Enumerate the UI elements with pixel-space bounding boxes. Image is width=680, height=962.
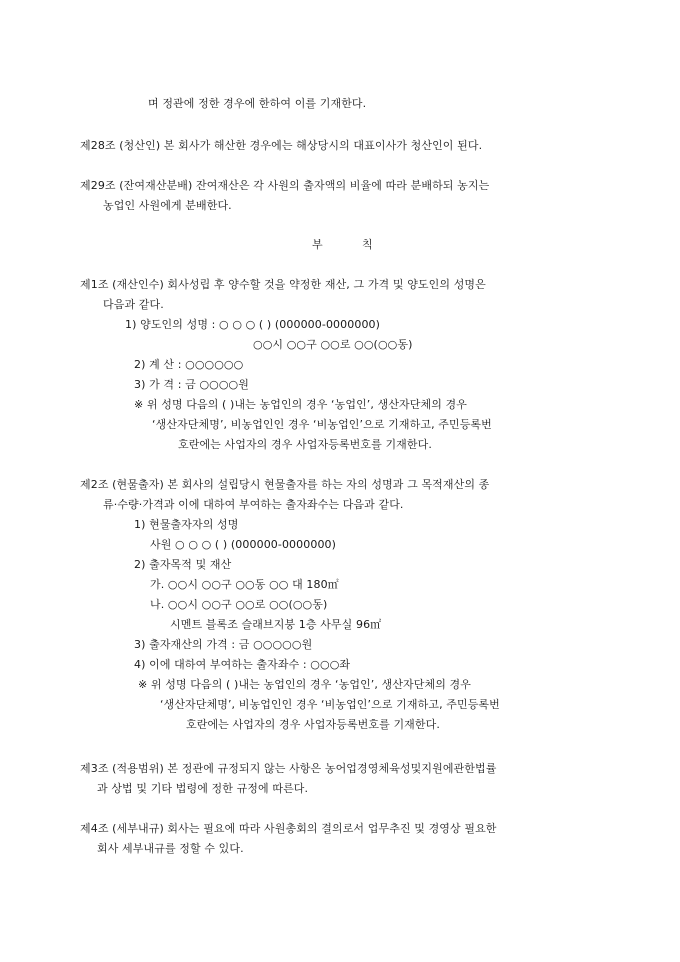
article-28: 제28조 (청산인) 본 회사가 해산한 경우에는 해상당시의 대표이사가 청산인이 된다. — [80, 139, 483, 152]
list-item: 시멘트 블록조 슬래브지붕 1층 사무실 96㎡ — [170, 618, 382, 631]
article-29-cont: 농업인 사원에게 분배한다. — [103, 199, 232, 212]
supp-article-1: 제1조 (재산인수) 회사성립 후 양수할 것을 약정한 재산, 그 가격 및 양도인의 성명은 — [80, 278, 486, 291]
list-item: 2) 계 산 : ○○○○○○ — [134, 358, 244, 371]
supplementary-heading-a: 부 — [312, 238, 323, 251]
note-cont: 호란에는 사업자의 경우 사업자등록번호를 기재한다. — [186, 718, 440, 731]
note-cont: ‘생산자단체명’, 비농업인인 경우 ‘비농업인’으로 기재하고, 주민등록번 — [160, 698, 500, 711]
list-item: 1) 현물출자자의 성명 — [134, 518, 239, 531]
note: ※ 위 성명 다음의 ( )내는 농업인의 경우 ‘농업인’, 생산자단체의 경우 — [134, 398, 468, 411]
list-item: 사원 ○ ○ ○ ( ) (000000-0000000) — [150, 538, 337, 551]
supp-article-1-cont: 다음과 같다. — [103, 298, 164, 311]
supp-article-2-cont: 류·수량·가격과 이에 대하여 부여하는 출자좌수는 다음과 같다. — [103, 498, 404, 511]
supp-article-4-cont: 회사 세부내규를 정할 수 있다. — [97, 842, 244, 855]
article-29: 제29조 (잔여재산분배) 잔여재산은 각 사원의 출자액의 비율에 따라 분배하되 농지는 — [80, 179, 490, 192]
list-item: 4) 이에 대하여 부여하는 출자좌수 : ○○○좌 — [134, 658, 351, 671]
supp-article-2: 제2조 (현물출자) 본 회사의 설립당시 현물출자를 하는 자의 성명과 그 목적재산의 종 — [80, 478, 490, 491]
list-item: 나. ○○시 ○○구 ○○로 ○○(○○동) — [150, 598, 328, 611]
list-item: ○○시 ○○구 ○○로 ○○(○○동) — [253, 338, 413, 351]
list-item: 가. ○○시 ○○구 ○○동 ○○ 대 180㎡ — [150, 578, 339, 591]
list-item: 1) 양도인의 성명 : ○ ○ ○ ( ) (000000-0000000) — [125, 318, 381, 331]
supplementary-heading-b: 칙 — [362, 238, 373, 251]
note-cont: 호란에는 사업자의 경우 사업자등록번호를 기재한다. — [178, 438, 432, 451]
supp-article-4: 제4조 (세부내규) 회사는 필요에 따라 사원총회의 결의로서 업무추진 및 경영상 필요한 — [80, 822, 497, 835]
list-item: 3) 가 격 : 금 ○○○○원 — [134, 378, 249, 391]
list-item: 3) 출자재산의 가격 : 금 ○○○○○원 — [134, 638, 313, 651]
note: ※ 위 성명 다음의 ( )내는 농업인의 경우 ‘농업인’, 생산자단체의 경우 — [138, 678, 472, 691]
note-cont: ‘생산자단체명’, 비농업인인 경우 ‘비농업인’으로 기재하고, 주민등록번 — [152, 418, 492, 431]
supp-article-3: 제3조 (적용범위) 본 정관에 규정되지 않는 사항은 농어업경영체육성및지원에관한법률 — [80, 762, 497, 775]
list-item: 2) 출자목적 및 재산 — [134, 558, 232, 571]
text-line: 며 정관에 정한 경우에 한하여 이를 기재한다. — [148, 97, 367, 110]
supp-article-3-cont: 과 상법 및 기타 법령에 정한 규정에 따른다. — [97, 782, 309, 795]
